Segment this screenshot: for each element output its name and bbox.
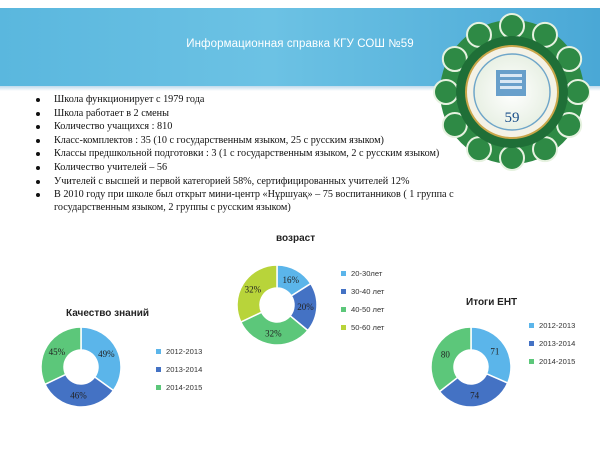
fact-item: Класс-комплектов : 35 (10 с государственным языком, 25 с русским языком) (34, 134, 504, 147)
legend-ent (529, 321, 575, 375)
chart-title-age: возраст (276, 233, 316, 244)
pie-data-label: 20% (297, 301, 314, 312)
chart-title-knowledge: Качество знаний (66, 308, 150, 319)
fact-item: Учителей с высшей и первой категорией 58%, сертифицированных учителей 12% (34, 175, 504, 188)
chart-title-ent: Итоги ЕНТ (466, 297, 518, 308)
legend-item (529, 321, 575, 339)
legend-label: 50-60 лет (351, 323, 385, 332)
legend-label: 40-50 лет (351, 305, 385, 314)
pie-data-label: 46% (70, 390, 87, 401)
legend-swatch (529, 341, 534, 346)
legend-swatch (156, 367, 161, 372)
legend-swatch (156, 349, 161, 354)
legend-item (529, 357, 575, 375)
legend-swatch (341, 289, 346, 294)
legend-item (341, 323, 384, 341)
page-title: Информационная справка КГУ СОШ №59 (186, 38, 414, 50)
fact-item: Количество учителей – 56 (34, 161, 504, 174)
pie-data-label: 71 (490, 346, 500, 357)
emblem-number: 59 (504, 110, 520, 126)
legend-label: 20-30лет (351, 269, 383, 278)
legend-age (341, 269, 384, 341)
fact-item: Школа работает в 2 смены (34, 107, 504, 120)
pie-chart-ent (426, 322, 516, 412)
legend-label: 2012-2013 (539, 321, 576, 330)
facts-list (34, 93, 504, 215)
pie-data-label: 32% (265, 328, 282, 339)
pie-data-label: 74 (470, 390, 480, 401)
legend-item (156, 347, 202, 365)
legend-swatch (156, 385, 161, 390)
pie-slice (431, 327, 471, 392)
legend-knowledge (156, 347, 202, 401)
fact-item: Школа функционирует с 1979 года (34, 93, 504, 106)
pie-data-label: 45% (48, 346, 66, 357)
pie-data-label: 16% (282, 275, 299, 286)
legend-item (341, 287, 384, 305)
legend-label: 2012-2013 (166, 347, 203, 356)
legend-item (341, 269, 384, 287)
pie-data-label: 80 (440, 349, 450, 360)
legend-item (529, 339, 575, 357)
pie-data-label: 32% (244, 284, 262, 295)
pie-chart-age (232, 260, 322, 350)
fact-item: В 2010 году при школе был открыт мини-центр «Нұршуақ» – 75 воспитанников ( 1 группа с государственным языком, 2 группы с русским языком) (34, 188, 504, 214)
fact-item: Классы предшкольной подготовки : 3 (1 с государственным языком, 2 с русским языком) (34, 147, 504, 160)
pie-data-label: 49% (98, 349, 115, 360)
legend-swatch (529, 323, 534, 328)
legend-swatch (341, 307, 346, 312)
pie-chart-knowledge (36, 322, 126, 412)
legend-swatch (529, 359, 534, 364)
legend-label: 2013-2014 (166, 365, 203, 374)
legend-swatch (341, 325, 346, 330)
fact-item: Количество учащихся : 810 (34, 120, 504, 133)
legend-item (156, 383, 202, 401)
legend-swatch (341, 271, 346, 276)
legend-label: 2014-2015 (166, 383, 203, 392)
legend-label: 2013-2014 (539, 339, 576, 348)
legend-label: 2014-2015 (539, 357, 576, 366)
legend-item (156, 365, 202, 383)
legend-item (341, 305, 384, 323)
legend-label: 30-40 лет (351, 287, 385, 296)
